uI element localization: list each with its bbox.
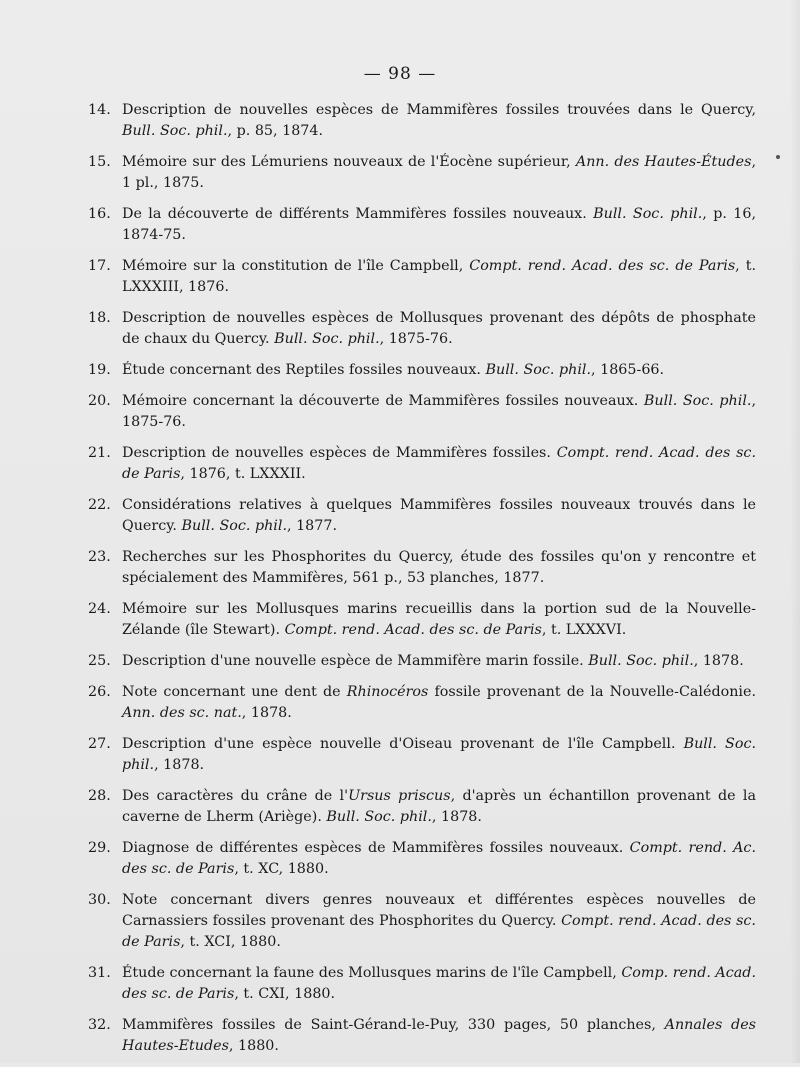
entry-journal: Bull. Soc. phil. xyxy=(485,362,592,378)
list-item xyxy=(88,734,756,776)
entry-details: , 1878. xyxy=(431,809,482,825)
entry-number: 17. xyxy=(88,258,111,274)
entry-journal: Bull. Soc. phil. xyxy=(274,331,380,347)
entry-details: , 1 pl., 1875. xyxy=(122,154,756,191)
entry-details: , p. 85, 1874. xyxy=(227,123,324,139)
entry-text: Mémoire sur la constitution de l'île Campbell, xyxy=(122,258,470,274)
entry-text: Description de nouvelles espèces de Mammifères fossiles. xyxy=(122,445,557,461)
entry-number: 20. xyxy=(88,393,111,409)
entry-details: , 1878. xyxy=(693,653,744,669)
entry-number: 27. xyxy=(88,736,111,752)
entry-details: , 1878. xyxy=(154,757,205,773)
list-item xyxy=(88,443,756,485)
entry-details: , t. LXXXVI. xyxy=(541,622,627,638)
entry-text: Mammifères fossiles de Saint-Gérand-le-Puy, 330 pages, 50 planches, xyxy=(122,1017,665,1033)
entry-details: , 1876, t. LXXXII. xyxy=(180,466,306,482)
entry-details: , 1878. xyxy=(241,705,292,721)
entry-details: , 1877. xyxy=(287,518,338,534)
entry-journal: Compt. rend. Acad. des sc. de Paris xyxy=(469,258,736,274)
entry-number: 24. xyxy=(88,601,111,617)
entry-text: Diagnose de différentes espèces de Mammifères fossiles nouveaux. xyxy=(122,840,630,856)
entry-number: 16. xyxy=(88,206,111,222)
entry-journal: Bull. Soc. phil. xyxy=(643,393,752,409)
entry-number: 31. xyxy=(88,965,111,981)
list-item xyxy=(88,100,756,142)
entry-journal: Bull. Soc. phil. xyxy=(181,518,287,534)
entry-text: Description d'une nouvelle espèce de Mammifère marin fossile. xyxy=(122,653,589,669)
entry-text: Note concernant divers genres nouveaux et différentes espèces nouvelles de Carnassiers fossiles provenant des Phosphorites du Quercy. xyxy=(122,892,756,929)
entry-number: 18. xyxy=(88,310,111,326)
entry-text: Note concernant une dent de xyxy=(122,684,347,700)
entry-details: , t. LXXXIII, 1876. xyxy=(122,258,756,295)
entry-text: Mémoire sur des Lémuriens nouveaux de l'Éocène supérieur, xyxy=(122,154,576,170)
bibliography-list xyxy=(88,100,757,1067)
entry-taxon: Ursus priscus xyxy=(348,788,451,804)
entry-details: , t. CXI, 1880. xyxy=(234,986,336,1002)
entry-number: 21. xyxy=(88,445,111,461)
entry-journal: Compt. rend. Acad. des sc. de Paris xyxy=(122,913,756,950)
list-item xyxy=(88,391,757,433)
entry-number: 29. xyxy=(88,840,111,856)
list-item xyxy=(88,651,756,672)
entry-number: 26. xyxy=(88,684,111,700)
entry-journal: Annales des Hautes-Etudes xyxy=(122,1017,756,1054)
entry-text: De la découverte de différents Mammifères fossiles nouveaux. xyxy=(122,206,594,222)
list-item xyxy=(88,204,756,246)
entry-text: Description de nouvelles espèces de Mammifères fossiles trouvées dans le Quercy, xyxy=(122,102,756,118)
entry-text: Étude concernant des Reptiles fossiles nouveaux. xyxy=(122,362,486,378)
entry-text: Considérations relatives à quelques Mammifères fossiles nouveaux trouvés dans le Quercy. xyxy=(122,497,756,534)
entry-journal: Compt. rend. Acad. des sc. de Paris xyxy=(122,445,756,482)
list-item xyxy=(88,308,756,350)
entry-text: Des caractères du crâne de l' xyxy=(122,788,349,804)
list-item xyxy=(88,1015,756,1057)
list-item xyxy=(88,890,756,953)
ink-speck xyxy=(776,155,780,159)
entry-details: , 1880. xyxy=(228,1038,279,1054)
entry-text: Recherches sur les Phosphorites du Quercy, étude des fossiles qu'on y rencontre et spécialement des Mammifères, 561 p., 53 planches, 1877. xyxy=(122,549,756,586)
entry-number: 23. xyxy=(88,549,111,565)
entry-details: , p. 16, 1874-75. xyxy=(122,206,756,243)
entry-journal: Ann. des sc. nat. xyxy=(122,705,242,721)
list-item xyxy=(88,495,756,537)
entry-text: Mémoire sur les Mollusques marins recueillis dans la portion sud de la Nouvelle-Zélande (île Stewart). xyxy=(122,601,756,638)
list-item xyxy=(88,838,756,880)
entry-taxon: Rhinocéros xyxy=(346,684,429,700)
entry-text: Description de nouvelles espèces de Mollusques provenant des dépôts de phosphate de chaux du Quercy. xyxy=(122,310,756,347)
entry-text: Description d'une espèce nouvelle d'Oiseau provenant de l'île Campbell. xyxy=(122,736,684,752)
entry-details: , t. XCI, 1880. xyxy=(180,934,281,950)
page-edge-shadow xyxy=(790,0,800,1063)
entry-number: 30. xyxy=(88,892,111,908)
entry-details: , t. XC, 1880. xyxy=(234,861,329,877)
list-item xyxy=(88,256,756,298)
entry-journal: Compt. rend. Acad. des sc. de Paris xyxy=(284,622,542,638)
entry-text: Mémoire concernant la découverte de Mammifères fossiles nouveaux. xyxy=(122,393,644,409)
entry-number: 19. xyxy=(88,362,111,378)
list-item xyxy=(88,963,756,1005)
entry-text-continued: fossile provenant de la Nouvelle-Calédonie. xyxy=(428,684,756,700)
entry-details: , 1875-76. xyxy=(379,331,453,347)
entry-journal: Compt. rend. Ac. des sc. de Paris xyxy=(122,840,756,877)
entry-number: 25. xyxy=(88,653,111,669)
entry-number: 28. xyxy=(88,788,111,804)
entry-journal: Bull. Soc. phil. xyxy=(326,809,432,825)
entry-journal: Bull. Soc. phil. xyxy=(122,123,228,139)
entry-text: Étude concernant la faune des Mollusques marins de l'île Campbell, xyxy=(122,965,622,981)
entry-journal: Comp. rend. Acad. des sc. de Paris xyxy=(122,965,756,1002)
entry-journal: Ann. des Hautes-Études xyxy=(575,154,752,170)
entry-journal: Bull. Soc. phil. xyxy=(593,206,703,222)
list-item xyxy=(88,152,756,194)
list-item xyxy=(88,599,756,641)
entry-journal: Bull. Soc. phil. xyxy=(122,736,756,773)
entry-number: 22. xyxy=(88,497,111,513)
entry-number: 32. xyxy=(88,1017,111,1033)
list-item xyxy=(88,360,756,381)
list-item xyxy=(88,682,756,724)
entry-journal: Bull. Soc. phil. xyxy=(588,653,694,669)
entry-text-continued: , d'après un échantillon provenant de la caverne de Lherm (Ariège). xyxy=(122,788,757,825)
list-item xyxy=(88,786,757,828)
list-item xyxy=(88,547,756,589)
page-number: — 98 — xyxy=(363,64,437,84)
entry-number: 14. xyxy=(88,102,111,118)
entry-number: 15. xyxy=(88,154,111,170)
entry-details: , 1865-66. xyxy=(591,362,665,378)
entry-details: , 1875-76. xyxy=(122,393,757,430)
